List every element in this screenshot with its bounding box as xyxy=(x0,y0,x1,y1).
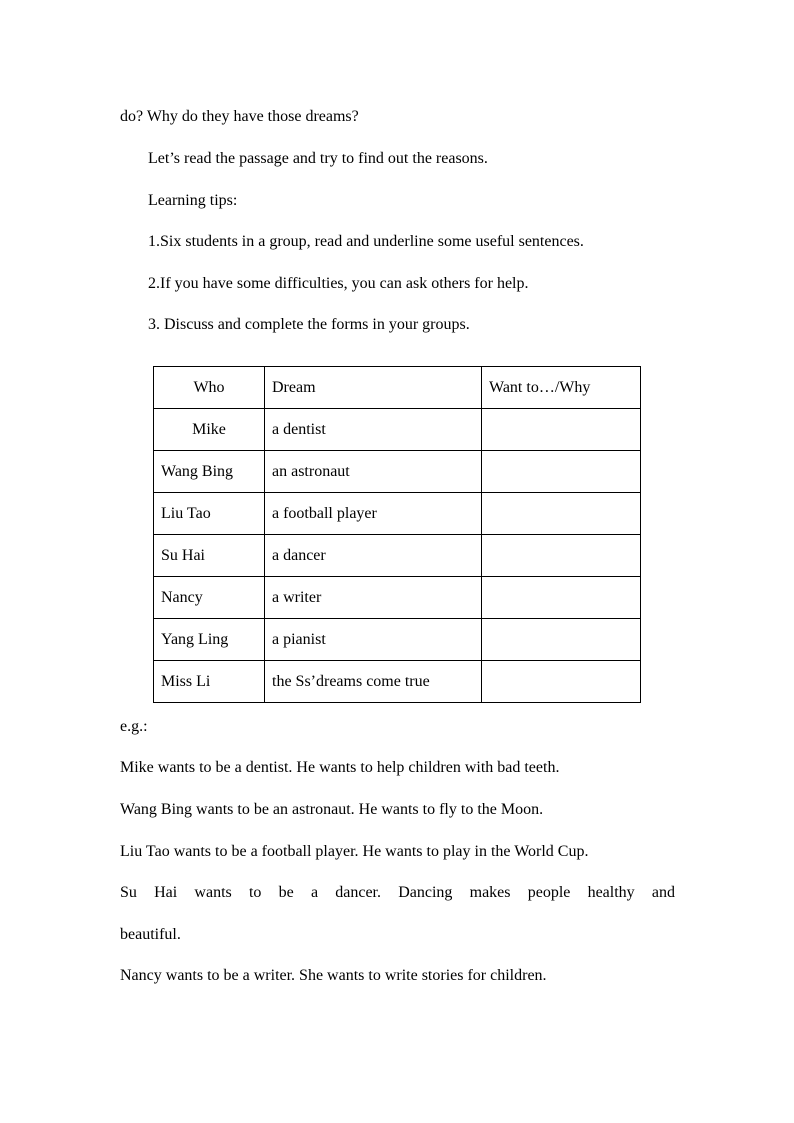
examples-label: e.g.: xyxy=(120,718,148,735)
table-row xyxy=(154,619,641,661)
learning-tips-heading: Learning tips: xyxy=(148,192,238,209)
header-dream: Dream xyxy=(265,367,482,409)
cell-dream: a football player xyxy=(265,493,482,535)
table-header-row xyxy=(154,367,641,409)
cell-dream: the Ss’dreams come true xyxy=(265,661,482,703)
cell-dream: a pianist xyxy=(265,619,482,661)
cell-dream: a writer xyxy=(265,577,482,619)
table-row xyxy=(154,661,641,703)
table-row xyxy=(154,409,641,451)
example-sentence: Mike wants to be a dentist. He wants to help children with bad teeth. xyxy=(120,759,560,776)
table-row xyxy=(154,451,641,493)
tip-2: 2.If you have some difficulties, you can ask others for help. xyxy=(148,275,529,292)
example-sentence: Su Hai wants to be a dancer. Dancing makes people healthy and xyxy=(120,884,675,901)
cell-who: Liu Tao xyxy=(154,493,265,535)
cell-why xyxy=(482,661,641,703)
intro-line-2: Let’s read the passage and try to find out the reasons. xyxy=(148,150,488,167)
tip-1: 1.Six students in a group, read and underline some useful sentences. xyxy=(148,233,584,250)
example-sentence: Nancy wants to be a writer. She wants to write stories for children. xyxy=(120,967,547,984)
cell-dream: a dentist xyxy=(265,409,482,451)
example-sentence: Liu Tao wants to be a football player. He wants to play in the World Cup. xyxy=(120,843,589,860)
example-sentence: beautiful. xyxy=(120,926,181,943)
header-why: Want to…/Why xyxy=(482,367,641,409)
table-row xyxy=(154,577,641,619)
cell-why xyxy=(482,451,641,493)
tip-3: 3. Discuss and complete the forms in your groups. xyxy=(148,316,470,333)
cell-why xyxy=(482,577,641,619)
intro-line-1: do? Why do they have those dreams? xyxy=(120,108,359,125)
cell-dream: a dancer xyxy=(265,535,482,577)
header-who: Who xyxy=(154,367,265,409)
cell-who: Nancy xyxy=(154,577,265,619)
cell-who: Su Hai xyxy=(154,535,265,577)
cell-why xyxy=(482,493,641,535)
dream-form-table xyxy=(153,366,641,703)
table-row xyxy=(154,493,641,535)
example-sentence: Wang Bing wants to be an astronaut. He wants to fly to the Moon. xyxy=(120,801,544,818)
cell-who: Mike xyxy=(154,409,265,451)
cell-why xyxy=(482,409,641,451)
cell-who: Wang Bing xyxy=(154,451,265,493)
cell-why xyxy=(482,619,641,661)
cell-dream: an astronaut xyxy=(265,451,482,493)
cell-why xyxy=(482,535,641,577)
cell-who: Yang Ling xyxy=(154,619,265,661)
table-row xyxy=(154,535,641,577)
cell-who: Miss Li xyxy=(154,661,265,703)
